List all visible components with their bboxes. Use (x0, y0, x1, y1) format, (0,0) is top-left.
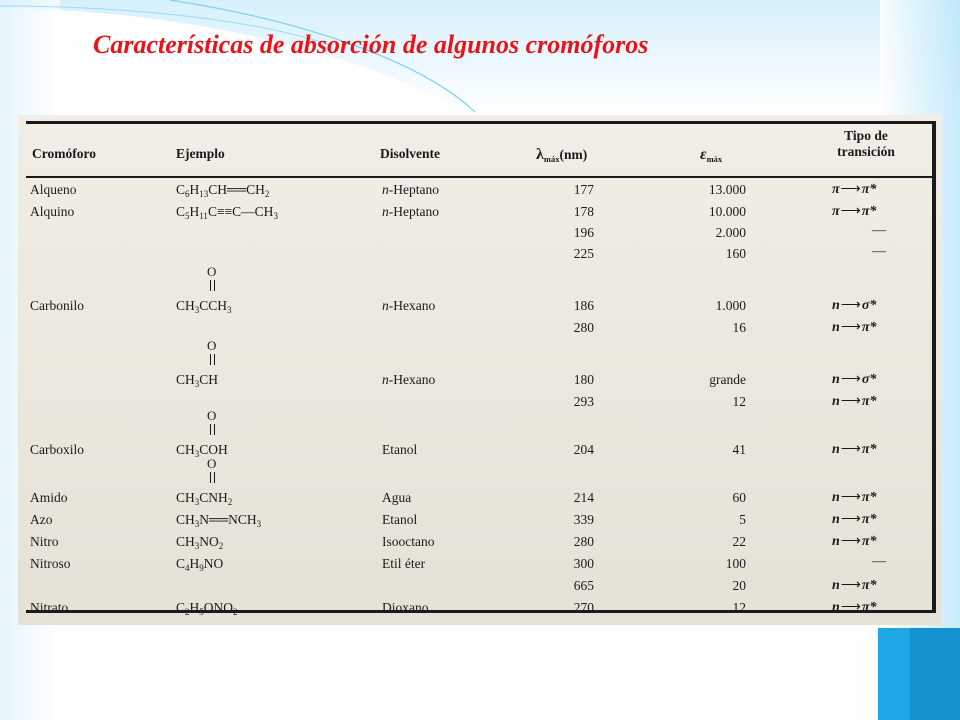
transition-cell (832, 489, 877, 506)
solvent-cell (382, 372, 435, 388)
lambda-max-cell: 225 (573, 246, 594, 261)
epsilon-max-cell: grande (709, 372, 746, 387)
transition-cell (872, 223, 886, 239)
formula-part: H (189, 182, 200, 197)
transition-cell (832, 577, 877, 594)
transition-cell (832, 181, 876, 198)
transition-cell (872, 554, 886, 570)
transition-from: n (832, 320, 840, 335)
solvent-cell (382, 600, 429, 616)
transition-none: — (872, 223, 886, 238)
transition-cell (832, 533, 877, 550)
formula-part: CH (176, 442, 195, 457)
formula-part: 2 (185, 607, 190, 617)
chromophore-cell: Amido (30, 490, 68, 505)
transition-cell (832, 599, 877, 616)
formula-part: CH (176, 490, 195, 505)
epsilon-max-cell: 60 (732, 490, 746, 505)
header-epsilon-max: $\varepsilon_{máx}$ (700, 146, 723, 164)
formula-part: 3 (256, 519, 262, 529)
carbonyl-oxygen: O (207, 456, 217, 471)
transition-cell (832, 441, 877, 458)
table-frame (26, 121, 936, 617)
lambda-max-cell: 339 (573, 512, 594, 527)
arrow-icon: ⟶ (840, 394, 861, 409)
slide-title: Características de absorción de algunos cromóforos (93, 30, 649, 59)
formula-part: 3 (194, 541, 200, 551)
formula-part: 5 (185, 211, 190, 221)
formula-part: CH══CH (208, 182, 265, 197)
arrow-icon: ⟶ (840, 320, 861, 335)
epsilon-max-cell: 5 (739, 512, 746, 527)
arrow-icon: ⟶ (840, 490, 861, 505)
formula-part: NO (203, 556, 224, 571)
lambda-max-cell: 293 (573, 394, 594, 409)
transition-to: π* (861, 600, 877, 615)
header-example: Ejemplo (176, 146, 225, 161)
lambda-max-cell: 186 (573, 298, 594, 313)
arrow-icon: ⟶ (840, 182, 861, 197)
epsilon-max-cell: 100 (725, 556, 746, 571)
header-rule (26, 176, 932, 178)
solvent-prefix: n (382, 372, 389, 387)
solvent-cell (382, 204, 439, 220)
lambda-max-cell: 270 (573, 600, 594, 615)
lambda-max-cell: 177 (573, 182, 594, 197)
formula-part: 3 (194, 449, 200, 459)
example-formula (176, 512, 261, 529)
formula-part: NO (199, 534, 219, 549)
transition-to: π* (861, 394, 877, 409)
solvent-name: -Hexano (388, 372, 436, 387)
example-formula (176, 534, 223, 551)
example-formula (176, 204, 278, 221)
arrow-icon: ⟶ (840, 534, 861, 549)
transition-to: π* (861, 204, 877, 219)
transition-to: π* (861, 578, 877, 593)
transition-from: π (832, 182, 840, 197)
solvent-cell (382, 442, 417, 458)
example-formula (176, 372, 218, 389)
formula-part: H (189, 204, 200, 219)
transition-from: π (832, 204, 840, 219)
formula-part: C (176, 556, 186, 571)
arrow-icon: ⟶ (840, 600, 861, 615)
transition-cell (832, 319, 877, 336)
chromophore-cell: Alqueno (30, 182, 77, 197)
formula-part: 3 (273, 211, 278, 221)
example-formula (176, 298, 232, 315)
solvent-name: -Hexano (388, 298, 436, 313)
lambda-max-cell: 178 (573, 204, 594, 219)
lambda-max-cell: 204 (573, 442, 594, 457)
carbonyl-double-bond (210, 424, 215, 435)
carbonyl-double-bond (210, 354, 215, 365)
formula-part: CH (176, 372, 195, 387)
carbonyl-double-bond (210, 472, 215, 483)
transition-from: n (832, 512, 840, 527)
formula-part: 11 (199, 211, 208, 221)
epsilon-max-cell: 1.000 (715, 298, 746, 313)
chromophore-cell: Nitrato (30, 600, 69, 615)
chromophore-cell: Nitroso (30, 556, 71, 571)
epsilon-max-cell: 12 (732, 394, 746, 409)
epsilon-max-cell: 41 (732, 442, 746, 457)
transition-from: n (832, 394, 840, 409)
solvent-name: -Heptano (388, 204, 439, 219)
chromophore-cell: Carboxilo (30, 442, 84, 457)
epsilon-max-cell: 13.000 (708, 182, 746, 197)
header-lambda-max: $\lambda_{máx}(nm)$ (536, 146, 588, 164)
transition-from: n (832, 372, 840, 387)
formula-part: 2 (218, 541, 224, 551)
transition-from: n (832, 490, 840, 505)
formula-part: CH (176, 534, 195, 549)
transition-cell (832, 203, 876, 220)
example-formula (176, 182, 269, 199)
transition-to: π* (861, 490, 877, 505)
arrow-icon: ⟶ (840, 204, 861, 219)
solvent-name: Agua (382, 490, 412, 505)
solvent-cell (382, 490, 411, 506)
transition-none: — (872, 244, 886, 259)
header-solvent: Disolvente (380, 146, 440, 161)
transition-to: π* (861, 512, 877, 527)
carbonyl-oxygen: O (207, 264, 217, 279)
epsilon-max-cell: 12 (732, 600, 746, 615)
solvent-cell (382, 556, 425, 572)
transition-cell (832, 371, 876, 388)
formula-part: 3 (194, 497, 200, 507)
epsilon-max-cell: 160 (725, 246, 746, 261)
formula-part: CH (176, 512, 195, 527)
transition-to: σ* (861, 298, 877, 313)
solvent-name: Isooctano (382, 534, 435, 549)
transition-cell (832, 511, 877, 528)
transition-cell (872, 244, 886, 260)
solvent-cell (382, 534, 434, 550)
transition-to: π* (861, 442, 877, 457)
solvent-prefix: n (382, 204, 389, 219)
transition-from: n (832, 600, 840, 615)
chromophore-cell: Nitro (30, 534, 59, 549)
formula-part: ONO (203, 600, 234, 615)
lambda-max-cell: 180 (573, 372, 594, 387)
transition-from: n (832, 298, 840, 313)
solvent-cell (382, 182, 439, 198)
example-formula (176, 556, 223, 573)
formula-part: 3 (194, 519, 200, 529)
epsilon-max-cell: 16 (732, 320, 746, 335)
epsilon-max-cell: 22 (732, 534, 746, 549)
solvent-cell (382, 512, 417, 528)
solvent-name: Etanol (382, 512, 418, 527)
transition-to: π* (861, 534, 877, 549)
formula-part: H (189, 556, 200, 571)
formula-part: 6 (185, 189, 190, 199)
solvent-cell (382, 298, 435, 314)
transition-none: — (872, 554, 886, 569)
solvent-prefix: n (382, 298, 389, 313)
carbonyl-double-bond (210, 280, 215, 291)
epsilon-max-cell: 20 (732, 578, 746, 593)
solvent-name: -Heptano (388, 182, 439, 197)
chromophore-cell: Carbonilo (30, 298, 84, 313)
lambda-max-cell: 665 (573, 578, 594, 593)
formula-part: 3 (194, 379, 200, 389)
formula-part: 13 (199, 189, 209, 199)
transition-to: π* (861, 182, 877, 197)
formula-part: 3 (194, 305, 200, 315)
lambda-max-cell: 280 (573, 534, 594, 549)
lambda-max-cell: 196 (573, 225, 594, 240)
absorption-table (18, 115, 942, 625)
lambda-max-cell: 214 (573, 490, 594, 505)
formula-part: C (176, 204, 186, 219)
header-transition-type: Tipo de transición (837, 128, 895, 159)
formula-part: 5 (199, 607, 204, 617)
lambda-max-cell: 280 (573, 320, 594, 335)
formula-part: C (176, 600, 186, 615)
arrow-icon: ⟶ (840, 442, 861, 457)
transition-cell (832, 393, 877, 410)
carbonyl-oxygen: O (207, 338, 217, 353)
formula-part: C (176, 182, 186, 197)
formula-part: C≡≡C—CH (207, 204, 274, 219)
arrow-icon: ⟶ (840, 512, 861, 527)
formula-part: 2 (227, 497, 233, 507)
header-chromophore: Cromóforo (32, 146, 96, 161)
transition-to: σ* (861, 372, 877, 387)
arrow-icon: ⟶ (840, 372, 861, 387)
formula-part: CH (176, 298, 195, 313)
formula-part: H (189, 600, 200, 615)
transition-from: n (832, 534, 840, 549)
transition-from: n (832, 578, 840, 593)
formula-part: CNH (199, 490, 228, 505)
solvent-name: Etil éter (382, 556, 426, 571)
solvent-name: Dioxano (382, 600, 429, 615)
formula-part: 2 (264, 189, 270, 199)
formula-part: COH (199, 442, 228, 457)
chromophore-cell: Azo (30, 512, 53, 527)
carbonyl-oxygen: O (207, 408, 217, 423)
arrow-icon: ⟶ (840, 298, 861, 313)
formula-part: 3 (227, 305, 232, 315)
transition-from: n (832, 442, 840, 457)
arrow-icon: ⟶ (840, 578, 861, 593)
solvent-prefix: n (382, 182, 389, 197)
chromophore-cell: Alquino (30, 204, 75, 219)
epsilon-max-cell: 10.000 (708, 204, 746, 219)
example-formula (176, 600, 238, 617)
formula-part: CH (199, 372, 219, 387)
solvent-name: Etanol (382, 442, 418, 457)
formula-part: CCH (199, 298, 228, 313)
formula-part: 4 (185, 563, 190, 573)
formula-part: 9 (199, 563, 204, 573)
lambda-max-cell: 300 (573, 556, 594, 571)
transition-cell (832, 297, 876, 314)
epsilon-max-cell: 2.000 (715, 225, 746, 240)
example-formula (176, 490, 232, 507)
example-formula (176, 442, 228, 459)
formula-part: N══NCH (199, 512, 257, 527)
transition-to: π* (861, 320, 877, 335)
formula-part: 2 (233, 607, 238, 617)
